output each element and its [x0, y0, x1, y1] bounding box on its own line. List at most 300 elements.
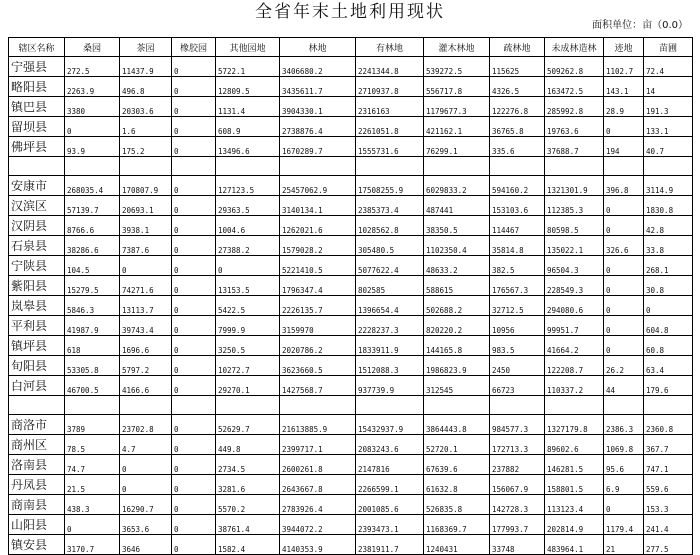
table-cell: 3864443.8 — [424, 415, 490, 435]
region-name: 山阳县 — [9, 515, 65, 535]
region-name: 汉滨区 — [9, 196, 65, 216]
empty-cell — [356, 157, 424, 176]
table-cell: 72.4 — [644, 57, 693, 77]
land-use-table — [8, 37, 693, 555]
column-header: 茶园 — [120, 38, 172, 57]
empty-cell — [604, 157, 644, 176]
empty-cell — [644, 396, 693, 415]
table-cell: 25457062.9 — [280, 176, 356, 196]
column-header: 其他园地 — [216, 38, 280, 57]
table-cell: 40.7 — [644, 137, 693, 157]
table-cell: 1321301.9 — [545, 176, 604, 196]
unit-note: 面积单位：亩（0.0） — [592, 20, 688, 31]
table-cell: 41987.9 — [65, 316, 120, 336]
table-cell: 63.4 — [644, 356, 693, 376]
table-cell: 15279.5 — [65, 276, 120, 296]
table-cell: 176567.3 — [490, 276, 545, 296]
table-cell: 115625 — [490, 57, 545, 77]
table-cell: 0 — [604, 336, 644, 356]
table-cell: 421162.1 — [424, 117, 490, 137]
table-cell: 179.6 — [644, 376, 693, 396]
table-row — [9, 117, 693, 137]
table-cell: 0 — [172, 57, 216, 77]
table-cell: 382.5 — [490, 256, 545, 276]
table-cell: 0 — [172, 196, 216, 216]
table-cell: 67639.6 — [424, 455, 490, 475]
table-cell: 1833911.9 — [356, 336, 424, 356]
table-cell: 172713.3 — [490, 435, 545, 455]
table-cell: 153103.6 — [490, 196, 545, 216]
table-cell: 0 — [172, 435, 216, 455]
table-cell: 153.3 — [644, 495, 693, 515]
region-name: 旬阳县 — [9, 356, 65, 376]
table-cell: 3406680.2 — [280, 57, 356, 77]
table-cell: 277.5 — [644, 535, 693, 555]
table-cell: 2393473.1 — [356, 515, 424, 535]
table-row — [9, 196, 693, 216]
column-header: 迹地 — [604, 38, 644, 57]
column-header: 辖区名称 — [9, 38, 65, 57]
table-cell: 237882 — [490, 455, 545, 475]
empty-cell — [490, 157, 545, 176]
table-cell: 30.8 — [644, 276, 693, 296]
table-cell: 113123.4 — [545, 495, 604, 515]
table-cell: 3159970 — [280, 316, 356, 336]
region-name: 镇坪县 — [9, 336, 65, 356]
table-cell: 52629.7 — [216, 415, 280, 435]
table-cell: 74271.6 — [120, 276, 172, 296]
table-cell: 28.9 — [604, 97, 644, 117]
table-cell: 483964.1 — [545, 535, 604, 555]
table-cell: 1670289.7 — [280, 137, 356, 157]
table-cell: 3646 — [120, 535, 172, 555]
table-cell: 556717.8 — [424, 77, 490, 97]
table-cell: 6029833.2 — [424, 176, 490, 196]
table-cell: 122208.7 — [545, 356, 604, 376]
table-cell: 0 — [120, 256, 172, 276]
table-cell: 5797.2 — [120, 356, 172, 376]
table-cell: 0 — [172, 455, 216, 475]
table-cell: 144165.8 — [424, 336, 490, 356]
table-cell: 32712.5 — [490, 296, 545, 316]
table-cell: 13113.7 — [120, 296, 172, 316]
empty-cell — [490, 396, 545, 415]
table-row — [9, 236, 693, 256]
region-name: 镇安县 — [9, 535, 65, 555]
table-cell: 2083243.6 — [356, 435, 424, 455]
table-cell: 3114.9 — [644, 176, 693, 196]
table-cell: 29270.1 — [216, 376, 280, 396]
table-cell: 146281.5 — [545, 455, 604, 475]
region-name: 白河县 — [9, 376, 65, 396]
table-cell: 438.3 — [65, 495, 120, 515]
table-row — [9, 376, 693, 396]
empty-cell — [216, 157, 280, 176]
table-cell: 0 — [172, 176, 216, 196]
table-cell: 11437.9 — [120, 57, 172, 77]
table-cell: 2316163 — [356, 97, 424, 117]
table-cell: 1555731.6 — [356, 137, 424, 157]
table-cell: 194 — [604, 137, 644, 157]
table-row — [9, 336, 693, 356]
table-cell: 5570.2 — [216, 495, 280, 515]
table-cell: 89602.6 — [545, 435, 604, 455]
table-cell: 3904330.1 — [280, 97, 356, 117]
table-cell: 93.9 — [65, 137, 120, 157]
table-cell: 33.8 — [644, 236, 693, 256]
empty-cell — [65, 157, 120, 176]
table-cell: 0 — [172, 77, 216, 97]
table-cell: 0 — [120, 475, 172, 495]
table-cell: 526835.8 — [424, 495, 490, 515]
table-cell: 5422.5 — [216, 296, 280, 316]
table-cell: 20693.1 — [120, 196, 172, 216]
table-cell: 0 — [172, 236, 216, 256]
table-cell: 48633.2 — [424, 256, 490, 276]
table-cell: 2228237.3 — [356, 316, 424, 336]
table-cell: 44 — [604, 376, 644, 396]
table-cell: 1796347.4 — [280, 276, 356, 296]
table-cell: 2385373.4 — [356, 196, 424, 216]
column-header: 林地 — [280, 38, 356, 57]
table-cell: 46700.5 — [65, 376, 120, 396]
table-cell: 26.2 — [604, 356, 644, 376]
table-cell: 21613885.9 — [280, 415, 356, 435]
column-header: 橡胶园 — [172, 38, 216, 57]
table-cell: 3281.6 — [216, 475, 280, 495]
page-title: 全省年末土地利用现状 — [255, 2, 445, 22]
table-cell: 39743.4 — [120, 316, 172, 336]
table-cell: 4166.6 — [120, 376, 172, 396]
table-cell: 0 — [604, 495, 644, 515]
table-row — [9, 475, 693, 495]
table-cell: 38286.6 — [65, 236, 120, 256]
table-cell: 0 — [172, 356, 216, 376]
table-cell: 2643667.8 — [280, 475, 356, 495]
table-cell: 191.3 — [644, 97, 693, 117]
empty-cell — [172, 157, 216, 176]
empty-cell — [356, 396, 424, 415]
table-cell: 0 — [172, 515, 216, 535]
table-cell: 396.8 — [604, 176, 644, 196]
table-cell: 5846.3 — [65, 296, 120, 316]
table-cell: 202814.9 — [545, 515, 604, 535]
table-cell: 1168369.7 — [424, 515, 490, 535]
table-cell: 4326.5 — [490, 77, 545, 97]
table-cell: 13496.6 — [216, 137, 280, 157]
table-row — [9, 415, 693, 435]
table-cell: 272.5 — [65, 57, 120, 77]
table-cell: 12809.5 — [216, 77, 280, 97]
table-row — [9, 495, 693, 515]
spacer-row — [9, 157, 693, 176]
table-cell: 2226135.7 — [280, 296, 356, 316]
table-row — [9, 57, 693, 77]
table-cell: 0 — [604, 216, 644, 236]
table-cell: 449.8 — [216, 435, 280, 455]
table-cell: 2020786.2 — [280, 336, 356, 356]
table-cell: 509262.8 — [545, 57, 604, 77]
table-cell: 76299.1 — [424, 137, 490, 157]
table-row — [9, 455, 693, 475]
column-header: 疏林地 — [490, 38, 545, 57]
table-cell: 99951.7 — [545, 316, 604, 336]
table-cell: 133.1 — [644, 117, 693, 137]
table-cell: 2266599.1 — [356, 475, 424, 495]
table-cell: 802585 — [356, 276, 424, 296]
empty-cell — [604, 396, 644, 415]
region-name: 镇巴县 — [9, 97, 65, 117]
table-cell: 177993.7 — [490, 515, 545, 535]
region-name: 安康市 — [9, 176, 65, 196]
table-cell: 3938.1 — [120, 216, 172, 236]
region-name: 汉阴县 — [9, 216, 65, 236]
table-cell: 74.7 — [65, 455, 120, 475]
table-cell: 0 — [604, 296, 644, 316]
table-cell: 588615 — [424, 276, 490, 296]
table-cell: 268035.4 — [65, 176, 120, 196]
table-cell: 16290.7 — [120, 495, 172, 515]
table-cell: 984577.3 — [490, 415, 545, 435]
empty-cell — [545, 396, 604, 415]
table-cell: 17508255.9 — [356, 176, 424, 196]
table-cell: 1327179.8 — [545, 415, 604, 435]
table-cell: 135022.1 — [545, 236, 604, 256]
table-cell: 3789 — [65, 415, 120, 435]
table-cell: 15432937.9 — [356, 415, 424, 435]
table-cell: 3435611.7 — [280, 77, 356, 97]
table-cell: 0 — [172, 137, 216, 157]
region-name: 商南县 — [9, 495, 65, 515]
column-header: 灌木林地 — [424, 38, 490, 57]
table-cell: 4140353.9 — [280, 535, 356, 555]
table-cell: 5077622.4 — [356, 256, 424, 276]
table-cell: 13153.5 — [216, 276, 280, 296]
empty-cell — [545, 157, 604, 176]
table-cell: 96504.3 — [545, 256, 604, 276]
table-cell: 38350.5 — [424, 216, 490, 236]
empty-cell — [172, 396, 216, 415]
header-row — [9, 38, 693, 57]
table-cell: 1102350.4 — [424, 236, 490, 256]
table-row — [9, 276, 693, 296]
table-cell: 2263.9 — [65, 77, 120, 97]
table-cell: 487441 — [424, 196, 490, 216]
table-cell: 2738876.4 — [280, 117, 356, 137]
table-cell: 170807.9 — [120, 176, 172, 196]
table-cell: 604.8 — [644, 316, 693, 336]
empty-cell — [280, 396, 356, 415]
table-cell: 2399717.1 — [280, 435, 356, 455]
table-cell: 21.5 — [65, 475, 120, 495]
table-cell: 0 — [172, 495, 216, 515]
table-cell: 0 — [172, 415, 216, 435]
table-cell: 2734.5 — [216, 455, 280, 475]
region-name: 紫阳县 — [9, 276, 65, 296]
table-cell: 1028562.8 — [356, 216, 424, 236]
table-cell: 1179677.3 — [424, 97, 490, 117]
table-cell: 8766.6 — [65, 216, 120, 236]
region-name: 平利县 — [9, 316, 65, 336]
table-cell: 0 — [172, 97, 216, 117]
table-cell: 326.6 — [604, 236, 644, 256]
table-cell: 110337.2 — [545, 376, 604, 396]
table-cell: 1986823.9 — [424, 356, 490, 376]
empty-cell — [424, 396, 490, 415]
region-name: 洛南县 — [9, 455, 65, 475]
table-cell: 38761.4 — [216, 515, 280, 535]
table-row — [9, 216, 693, 236]
region-name: 丹凤县 — [9, 475, 65, 495]
table-cell: 60.8 — [644, 336, 693, 356]
table-cell: 42.8 — [644, 216, 693, 236]
table-row — [9, 256, 693, 276]
table-cell: 285992.8 — [545, 97, 604, 117]
table-cell: 0 — [644, 296, 693, 316]
region-name: 商州区 — [9, 435, 65, 455]
table-cell: 61632.8 — [424, 475, 490, 495]
table-cell: 1830.8 — [644, 196, 693, 216]
table-row — [9, 296, 693, 316]
table-cell: 0 — [172, 316, 216, 336]
column-header: 桑园 — [65, 38, 120, 57]
table-row — [9, 137, 693, 157]
table-cell: 2261051.8 — [356, 117, 424, 137]
table-cell: 1427568.7 — [280, 376, 356, 396]
table-cell: 53305.8 — [65, 356, 120, 376]
table-cell: 3623660.5 — [280, 356, 356, 376]
table-cell: 57139.7 — [65, 196, 120, 216]
table-cell: 10272.7 — [216, 356, 280, 376]
table-cell: 2381911.7 — [356, 535, 424, 555]
table-cell: 367.7 — [644, 435, 693, 455]
table-cell: 3250.5 — [216, 336, 280, 356]
table-cell: 0 — [172, 216, 216, 236]
table-cell: 143.1 — [604, 77, 644, 97]
table-cell: 0 — [604, 276, 644, 296]
table-cell: 502688.2 — [424, 296, 490, 316]
table-cell: 112385.3 — [545, 196, 604, 216]
table-cell: 496.8 — [120, 77, 172, 97]
empty-cell — [280, 157, 356, 176]
empty-cell — [120, 396, 172, 415]
table-cell: 5221410.5 — [280, 256, 356, 276]
table-cell: 7387.6 — [120, 236, 172, 256]
empty-cell — [9, 157, 65, 176]
table-cell: 7999.9 — [216, 316, 280, 336]
table-cell: 33748 — [490, 535, 545, 555]
region-name: 佛坪县 — [9, 137, 65, 157]
table-cell: 122276.8 — [490, 97, 545, 117]
table-cell: 0 — [65, 117, 120, 137]
table-cell: 228549.3 — [545, 276, 604, 296]
region-name: 商洛市 — [9, 415, 65, 435]
table-cell: 14 — [644, 77, 693, 97]
table-cell: 0 — [216, 256, 280, 276]
table-cell: 0 — [604, 117, 644, 137]
table-cell: 10956 — [490, 316, 545, 336]
table-cell: 0 — [172, 475, 216, 495]
table-row — [9, 176, 693, 196]
table-cell: 1240431 — [424, 535, 490, 555]
table-row — [9, 316, 693, 336]
table-row — [9, 97, 693, 117]
table-cell: 559.6 — [644, 475, 693, 495]
table-cell: 0 — [604, 316, 644, 336]
table-cell: 0 — [604, 256, 644, 276]
table-cell: 820220.2 — [424, 316, 490, 336]
table-cell: 41664.2 — [545, 336, 604, 356]
table-cell: 335.6 — [490, 137, 545, 157]
table-cell: 5722.1 — [216, 57, 280, 77]
table-cell: 0 — [172, 376, 216, 396]
table-cell: 27388.2 — [216, 236, 280, 256]
table-cell: 0 — [172, 535, 216, 555]
table-cell: 268.1 — [644, 256, 693, 276]
table-cell: 142728.3 — [490, 495, 545, 515]
table-row — [9, 356, 693, 376]
table-cell: 2241344.8 — [356, 57, 424, 77]
table-cell: 163472.5 — [545, 77, 604, 97]
table-row — [9, 77, 693, 97]
column-header: 有林地 — [356, 38, 424, 57]
table-cell: 1131.4 — [216, 97, 280, 117]
table-cell: 36765.8 — [490, 117, 545, 137]
table-cell: 1.6 — [120, 117, 172, 137]
table-cell: 2386.3 — [604, 415, 644, 435]
table-cell: 114467 — [490, 216, 545, 236]
table-cell: 1262021.6 — [280, 216, 356, 236]
table-cell: 23702.8 — [120, 415, 172, 435]
table-cell: 2001085.6 — [356, 495, 424, 515]
table-cell: 3140134.1 — [280, 196, 356, 216]
table-cell: 80598.5 — [545, 216, 604, 236]
empty-cell — [644, 157, 693, 176]
table-cell: 2783926.4 — [280, 495, 356, 515]
table-cell: 2710937.8 — [356, 77, 424, 97]
table-cell: 0 — [172, 117, 216, 137]
empty-cell — [424, 157, 490, 176]
spacer-row — [9, 396, 693, 415]
table-cell: 19763.6 — [545, 117, 604, 137]
region-name: 略阳县 — [9, 77, 65, 97]
table-cell: 6.9 — [604, 475, 644, 495]
table-cell: 127123.5 — [216, 176, 280, 196]
table-cell: 156067.9 — [490, 475, 545, 495]
table-cell: 983.5 — [490, 336, 545, 356]
empty-cell — [65, 396, 120, 415]
table-cell: 1396654.4 — [356, 296, 424, 316]
column-header: 未成林造林 — [545, 38, 604, 57]
table-cell: 3380 — [65, 97, 120, 117]
table-cell: 4.7 — [120, 435, 172, 455]
table-cell: 0 — [172, 336, 216, 356]
table-cell: 3170.7 — [65, 535, 120, 555]
table-cell: 1582.4 — [216, 535, 280, 555]
table-cell: 618 — [65, 336, 120, 356]
table-cell: 0 — [65, 515, 120, 535]
table-cell: 35814.8 — [490, 236, 545, 256]
table-cell: 1512088.3 — [356, 356, 424, 376]
table-cell: 0 — [120, 455, 172, 475]
empty-cell — [9, 396, 65, 415]
region-name: 宁强县 — [9, 57, 65, 77]
empty-cell — [216, 396, 280, 415]
table-cell: 0 — [172, 296, 216, 316]
table-cell: 1069.8 — [604, 435, 644, 455]
empty-cell — [120, 157, 172, 176]
table-cell: 66723 — [490, 376, 545, 396]
